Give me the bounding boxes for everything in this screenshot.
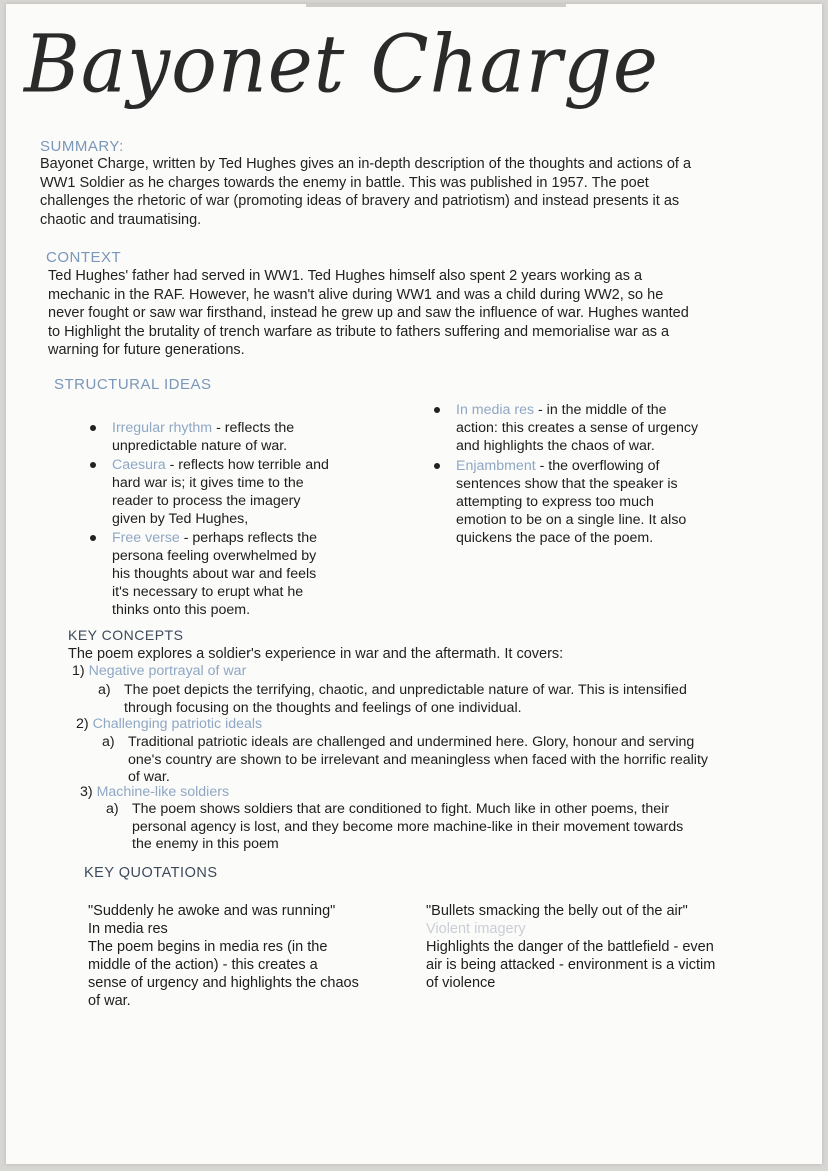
concept-title: Challenging patriotic ideals (92, 716, 263, 732)
bullet-icon (90, 535, 96, 541)
quotation-right (426, 902, 718, 992)
revision-page (6, 4, 822, 1164)
quote-text: "Bullets smacking the belly out of the air" (426, 903, 688, 919)
device-text: - in the middle of the action: this creates a sense of urgency and highlights the chaos of war. (456, 402, 699, 454)
device-text: - perhaps reflects the persona feeling overwhelmed by his thoughts about war and feels it's necessary to erupt what he thinks onto this poem. (112, 530, 318, 618)
concept-2-title (76, 716, 262, 734)
structural-left-list (86, 419, 336, 619)
concept-title: Negative portrayal of war (88, 663, 247, 679)
list-item (430, 457, 708, 547)
concept-text: The poem shows soldiers that are conditioned to fight. Much like in other poems, their personal agency is lost, and they become more machine-like in their movement towards the enemy in this poem (132, 801, 684, 852)
device-term: Free verse (112, 530, 180, 546)
context-heading: CONTEXT (46, 249, 122, 266)
concept-3-title (80, 784, 229, 802)
list-item (86, 529, 336, 619)
list-item (86, 419, 336, 455)
bullet-icon (434, 463, 440, 469)
page-title: Bayonet Charge (24, 16, 659, 111)
device-term: Enjambment (456, 458, 536, 474)
concept-number: 2) (76, 716, 89, 732)
concept-number: 3) (80, 784, 93, 800)
quote-technique: Violent imagery (426, 921, 526, 937)
device-term: In media res (456, 402, 535, 418)
concept-1-title (72, 663, 246, 681)
concepts-intro: The poem explores a soldier's experience in war and the aftermath. It covers: (68, 646, 564, 662)
quotations-heading: KEY QUOTATIONS (84, 865, 218, 881)
device-text: - reflects how terrible and hard war is; it gives time to the reader to process the imagery given by Ted Hughes, (112, 457, 329, 527)
quotation-left (88, 902, 360, 1010)
quote-analysis: Highlights the danger of the battlefield - even air is being attacked - environment is a victim of violence (426, 939, 716, 991)
list-item (86, 456, 336, 528)
summary-text: Bayonet Charge, written by Ted Hughes gives an in-depth description of the thoughts and actions of a WW1 Soldier as he charges towards the enemy in battle. This was published in 1957. The poet challenges the rhetoric of war (promoting ideas of bravery and patriotism) and instead presents it as chaotic and traumatising. (40, 156, 692, 228)
concepts-heading: KEY CONCEPTS (68, 627, 184, 643)
concept-3-point (106, 801, 686, 854)
concept-2-point (102, 734, 708, 787)
bullet-icon (434, 407, 440, 413)
tape-strip (306, 4, 566, 7)
concept-sub-label: a) (106, 801, 119, 817)
device-term: Caesura (112, 457, 166, 473)
concept-text: Traditional patriotic ideals are challenged and undermined here. Glory, honour and serving one's country are shown to be irrelevant and meaningless when faced with the horrific reality of war. (128, 734, 708, 785)
summary-heading: SUMMARY: (40, 138, 124, 155)
device-text: - reflects the unpredictable nature of war. (112, 420, 295, 454)
concept-text: The poet depicts the terrifying, chaotic, and unpredictable nature of war. This is intensified through focusing on the thoughts and feelings of one individual. (124, 682, 687, 716)
quote-text: "Suddenly he awoke and was running" (88, 903, 336, 919)
structural-right-list (430, 401, 708, 547)
quote-technique: In media res (88, 921, 168, 937)
concept-sub-label: a) (98, 682, 111, 698)
device-text: - the overflowing of sentences show that the speaker is attempting to express too much emotion to be on a single line. It also quickens the pace of the poem. (456, 458, 687, 546)
bullet-icon (90, 425, 96, 431)
structural-heading: STRUCTURAL IDEAS (54, 376, 212, 393)
context-text: Ted Hughes' father had served in WW1. Ted Hughes himself also spent 2 years working as a mechanic in the RAF. However, he wasn't alive during WW1 and was a child during WW2, so he never fought or saw war firsthand, instead he grew up and saw the influence of war. Hughes wanted to Highlight the brutality of trench warfare as tribute to fathers suffering and memorialise war as a warning for future generations. (48, 268, 689, 358)
bullet-icon (90, 462, 96, 468)
device-term: Irregular rhythm (112, 420, 213, 436)
concept-number: 1) (72, 663, 85, 679)
quote-analysis: The poem begins in media res (in the middle of the action) - this creates a sense of urgency and highlights the chaos of war. (88, 939, 359, 1009)
concept-sub-label: a) (102, 734, 115, 750)
list-item (430, 401, 708, 455)
concept-1-point (98, 682, 708, 717)
concept-title: Machine-like soldiers (96, 784, 230, 800)
